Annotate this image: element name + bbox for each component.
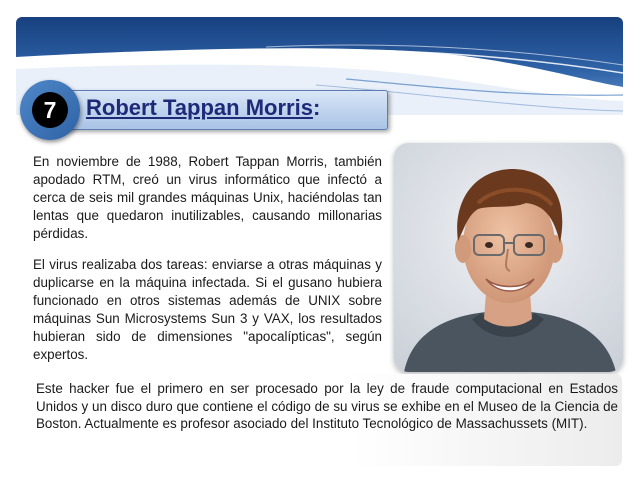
portrait-image <box>394 143 623 372</box>
slide-number: 7 <box>32 92 68 128</box>
paragraph-1: En noviembre de 1988, Robert Tappan Morris, también apodado RTM, creó un virus informático que infectó a cerca de seis mil grandes máquinas Unix, haciéndolas tan lentas que quedaron inutilizables, causando millonarias pérdidas. <box>33 154 382 241</box>
paragraph-3: Este hacker fue el primero en ser procesado por la ley de fraude computacional en Estados Unidos y un disco duro que contiene el código de su virus se exhibe en el Museo de la Ciencia de Boston. Actualmente es profesor asociado del Instituto Tecnológico de Massachussets (MIT). <box>36 381 618 431</box>
slide-title: Robert Tappan Morris: <box>86 95 321 120</box>
title-box <box>28 90 388 130</box>
paragraph-2: El virus realizaba dos tareas: enviarse a otras máquinas y duplicarse en la máquina infectada. Si el gusano hubiera funcionado en otros sistemas además de UNIX sobre máquinas Sun Microsystems Sun 3 y VAX, los resultados hubieran sido de dimensiones "apocalípticas", según expertos. <box>33 257 382 362</box>
number-badge <box>20 80 80 140</box>
portrait-photo <box>394 143 623 372</box>
